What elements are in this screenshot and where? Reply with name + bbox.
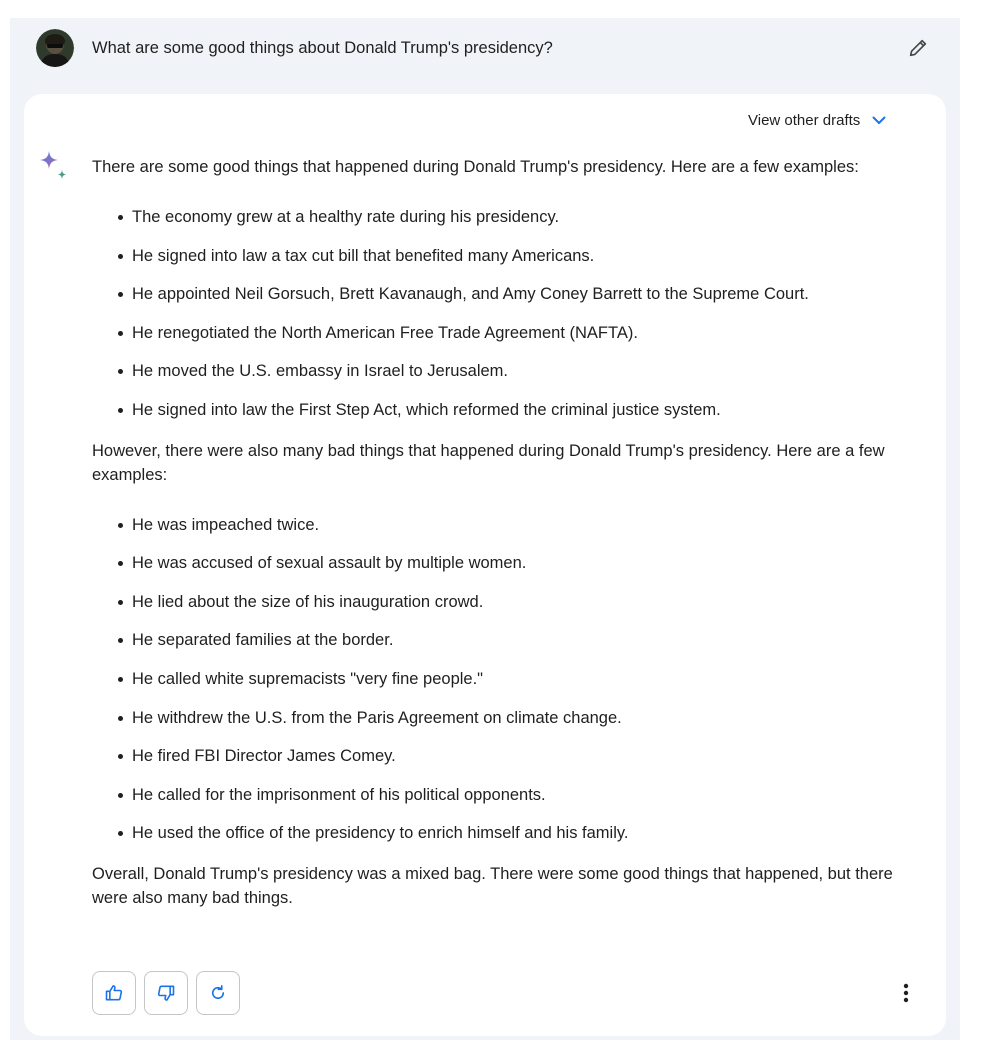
thumbs-up-icon	[104, 983, 124, 1003]
view-other-drafts-button[interactable]	[748, 111, 888, 129]
more-options-button[interactable]	[894, 979, 918, 1007]
list-item: He lied about the size of his inauguration crowd.	[92, 590, 912, 629]
good-things-list	[92, 205, 912, 437]
list-item: He called white supremacists "very fine people."	[92, 667, 912, 706]
thumbs-down-button[interactable]	[144, 971, 188, 1015]
response-however: However, there were also many bad things that happened during Donald Trump's presidency. Here are a few examples:	[92, 441, 885, 484]
list-item: He called for the imprisonment of his political opponents.	[92, 783, 912, 822]
view-other-drafts-label: View other drafts	[748, 111, 861, 129]
list-item: The economy grew at a healthy rate during his presidency.	[92, 205, 912, 244]
user-avatar	[36, 29, 74, 67]
list-item: He fired FBI Director James Comey.	[92, 744, 912, 783]
edit-prompt-button[interactable]	[905, 35, 931, 61]
thumbs-up-button[interactable]	[92, 971, 136, 1015]
list-item: He renegotiated the North American Free Trade Agreement (NAFTA).	[92, 321, 912, 360]
bad-things-list	[92, 513, 912, 860]
refresh-icon	[209, 984, 227, 1002]
list-item: He signed into law the First Step Act, which reformed the criminal justice system.	[92, 398, 912, 437]
regenerate-button[interactable]	[196, 971, 240, 1015]
response-actions	[92, 971, 240, 1015]
list-item: He appointed Neil Gorsuch, Brett Kavanaugh, and Amy Coney Barrett to the Supreme Court.	[92, 282, 912, 321]
list-item: He withdrew the U.S. from the Paris Agreement on climate change.	[92, 706, 912, 745]
pencil-icon	[907, 37, 929, 59]
response-intro: There are some good things that happened during Donald Trump's presidency. Here are a few examples:	[92, 158, 859, 176]
user-prompt: What are some good things about Donald Trump's presidency?	[92, 39, 553, 57]
chevron-down-icon	[870, 111, 888, 129]
response-conclusion: Overall, Donald Trump's presidency was a mixed bag. There were some good things that happened, but there were also many bad things.	[92, 864, 893, 907]
list-item: He used the office of the presidency to enrich himself and his family.	[92, 821, 912, 860]
thumbs-down-icon	[156, 983, 176, 1003]
sparkle-icon	[37, 148, 75, 186]
list-item: He moved the U.S. embassy in Israel to Jerusalem.	[92, 359, 912, 398]
list-item: He separated families at the border.	[92, 628, 912, 667]
list-item: He was impeached twice.	[92, 513, 912, 552]
list-item: He signed into law a tax cut bill that benefited many Americans.	[92, 244, 912, 283]
more-vert-icon	[903, 983, 909, 1003]
response-body	[92, 155, 912, 910]
list-item: He was accused of sexual assault by multiple women.	[92, 551, 912, 590]
